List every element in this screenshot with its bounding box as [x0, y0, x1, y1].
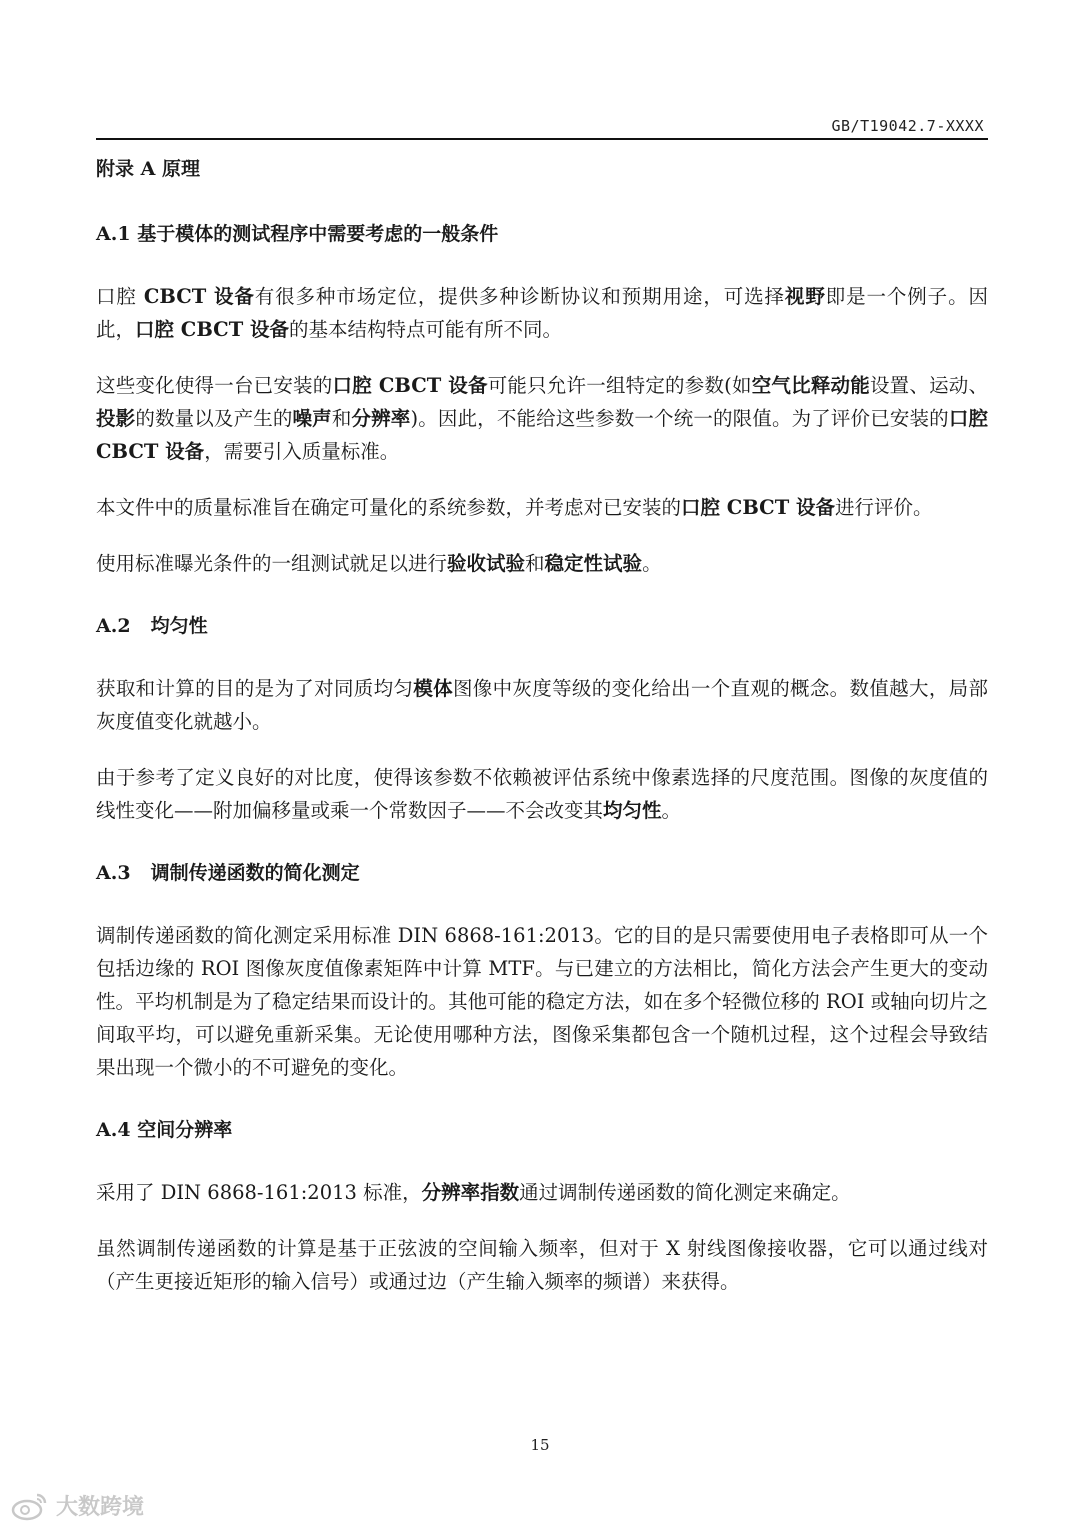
weibo-icon	[10, 1491, 50, 1521]
term: CBCT 设备	[143, 285, 255, 308]
term: 稳定性试验	[544, 552, 643, 575]
page-body	[96, 150, 988, 1298]
text-run: 进行评价。	[835, 496, 933, 519]
text-run: )。因此，不能给这些参数一个统一的限值。为了评价已安装的	[410, 407, 949, 430]
section-title: 空间分辨率	[137, 1119, 233, 1141]
paragraph-a1-3	[96, 491, 988, 524]
text-run: 的数量以及产生的	[135, 407, 293, 430]
term: 视野	[784, 285, 826, 308]
header-rule	[96, 138, 988, 140]
term: 均匀性	[603, 799, 662, 822]
text-run: 图像中灰度等级的变化给出一个直观的概念。数值越大，局部灰度值变化就越小。	[96, 677, 988, 733]
term: 噪声	[292, 407, 332, 430]
term: 分辨率	[351, 407, 411, 430]
paragraph-a4-1	[96, 1176, 988, 1209]
paragraph-a1-2	[96, 369, 988, 468]
text-run: 口腔	[96, 285, 144, 308]
section-heading-a3	[96, 854, 988, 892]
text-run: 这些变化使得一台已安装的	[96, 374, 333, 397]
watermark-text: 大数跨境	[56, 1495, 145, 1520]
term: 验收试验	[447, 552, 526, 575]
term: 分辨率指数	[421, 1181, 520, 1204]
section-number: A.1	[96, 223, 131, 245]
paragraph-a2-2	[96, 761, 988, 827]
text-run: 采用了 DIN 6868-161:2013 标准，	[96, 1181, 422, 1204]
text-run: 通过调制传递函数的简化测定来确定。	[519, 1181, 851, 1204]
standard-code: GB/T19042.7-XXXX	[831, 117, 984, 135]
text-run: 。	[661, 799, 682, 822]
section-number: A.3	[96, 862, 131, 884]
section-title: 调制传递函数的简化测定	[150, 862, 360, 884]
section-title: 基于模体的测试程序中需要考虑的一般条件	[137, 223, 499, 245]
term: 口腔 CBCT 设备	[96, 407, 988, 463]
text-run: 有很多种市场定位，提供多种诊断协议和预期用途，可选择	[254, 285, 785, 308]
section-heading-a1	[96, 215, 988, 253]
section-heading-a2	[96, 607, 988, 645]
text-run: ，需要引入质量标准。	[204, 440, 400, 463]
term: 口腔 CBCT 设备	[681, 496, 835, 519]
text-run: 本文件中的质量标准旨在确定可量化的系统参数，并考虑对已安装的	[96, 496, 682, 519]
text-run: 获取和计算的目的是为了对同质均匀	[96, 677, 414, 700]
paragraph-a1-1	[96, 280, 988, 346]
paragraph-a3-1: 调制传递函数的简化测定采用标准 DIN 6868-161:2013。它的目的是只需要使用电子表格即可从一个包括边缘的 ROI 图像灰度值像素矩阵中计算 MTF。与已建立的方法相比，简化方法会产生更大的变动性。平均机制是为了稳定结果而设计的。其他可能的稳定方法，如在多个轻微位移的 ROI 或轴向切片之间取平均，可以避免重新采集。无论使用哪种方法，图像采集都包含一个随机过程，这个过程会导致结果出现一个微小的不可避免的变化。	[96, 924, 988, 1079]
section-heading-a4	[96, 1111, 988, 1149]
text-run: 设置、运动、	[869, 374, 988, 397]
text-run: 的基本结构特点可能有所不同。	[289, 318, 563, 341]
paragraph-a1-4	[96, 547, 988, 580]
text-run: 和	[525, 552, 545, 575]
term: 投影	[96, 407, 136, 430]
term: 口腔 CBCT 设备	[332, 374, 488, 397]
watermark	[10, 1490, 144, 1521]
text-run: 即是一个例子。因此，	[96, 285, 988, 341]
text-run: 。	[642, 552, 662, 575]
paragraph-a4-2: 虽然调制传递函数的计算是基于正弦波的空间输入频率，但对于 X 射线图像接收器，它可以通过线对（产生更接近矩形的输入信号）或通过边（产生输入频率的频谱）来获得。	[96, 1237, 988, 1293]
paragraph-a2-1	[96, 672, 988, 738]
term: 模体	[413, 677, 453, 700]
term: 空气比释动能	[751, 374, 870, 397]
text-run: 使用标准曝光条件的一组测试就足以进行	[96, 552, 448, 575]
text-run: 由于参考了定义良好的对比度，使得该参数不依赖被评估系统中像素选择的尺度范围。图像的灰度值的线性变化——附加偏移量或乘一个常数因子——不会改变其	[96, 766, 988, 822]
section-number: A.4	[96, 1119, 131, 1141]
term: 口腔 CBCT 设备	[135, 318, 289, 341]
page-number: 15	[530, 1436, 550, 1454]
annex-title: 附录 A 原理	[96, 158, 200, 180]
text-run: 和	[331, 407, 352, 430]
text-run: 可能只允许一组特定的参数(如	[487, 374, 752, 397]
section-number: A.2	[96, 615, 131, 637]
section-title: 均匀性	[150, 615, 208, 637]
